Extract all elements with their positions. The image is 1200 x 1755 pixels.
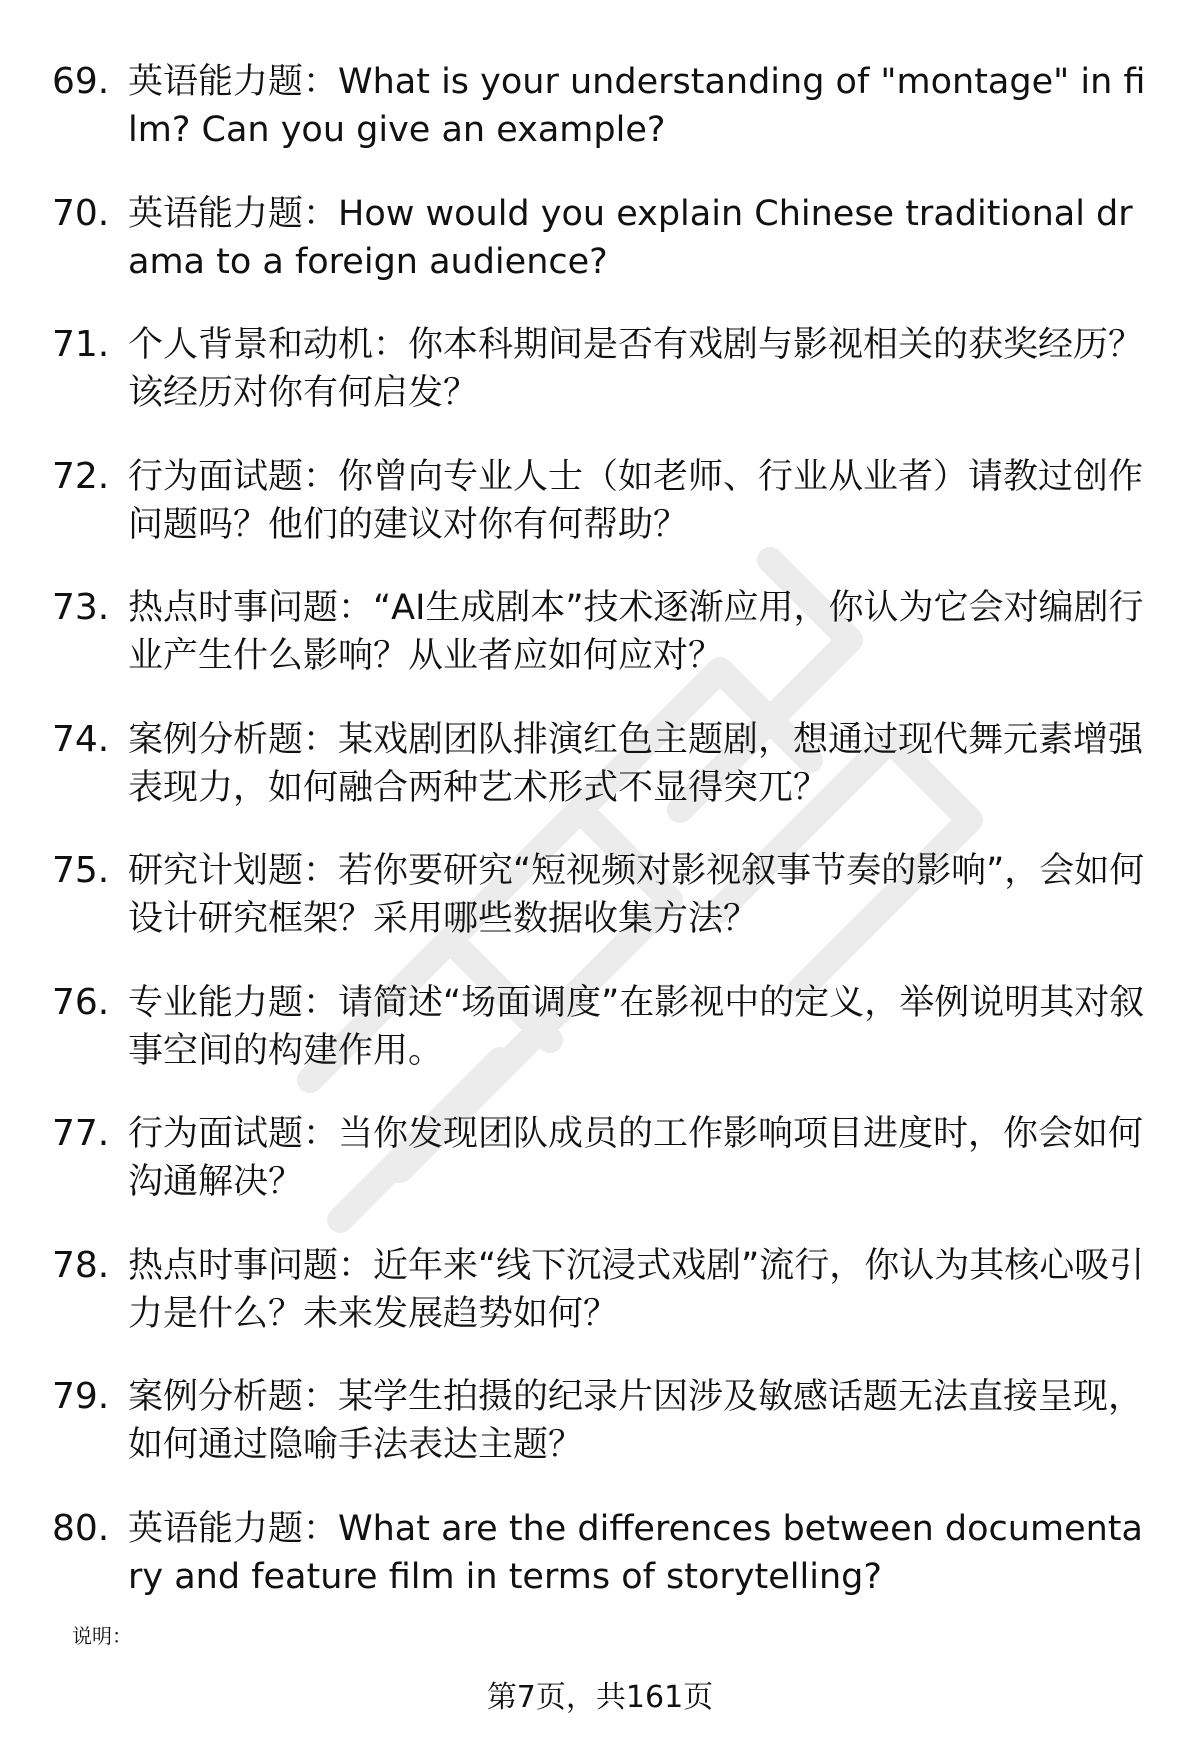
question-item [52, 1505, 1152, 1637]
question-number: 74. [52, 718, 110, 760]
question-text: 研究计划题：若你要研究“短视频对影视叙事节奏的影响”，会如何设计研究框架？采用哪些数据收集方法？ [128, 851, 1145, 939]
question-text: 热点时事问题：近年来“线下沉浸式戏剧”流行，你认为其核心吸引力是什么？未来发展趋势如何？ [128, 1245, 1145, 1334]
question-item [52, 716, 1152, 848]
question-item [52, 190, 1152, 322]
question-number: 79. [52, 1376, 110, 1417]
question-number: 77. [52, 1113, 110, 1154]
question-text: 英语能力题：What are the differences between documentary and feature film in terms of storytelling? [128, 1508, 1143, 1597]
question-number: 69. [52, 61, 110, 102]
question-number: 75. [52, 850, 110, 891]
question-number: 71. [52, 324, 110, 365]
question-text: 案例分析题：某学生拍摄的纪录片因涉及敏感话题无法直接呈现，如何通过隐喻手法表达主题？ [128, 1377, 1144, 1465]
question-item [52, 1373, 1152, 1505]
question-item [52, 321, 1152, 453]
question-text: 英语能力题：What is your understanding of "montage" in film? Can you give an example? [128, 62, 1146, 150]
question-item [52, 453, 1152, 585]
question-item [52, 1242, 1152, 1374]
question-number: 80. [52, 1507, 110, 1549]
question-item [52, 58, 1152, 190]
question-text: 热点时事问题：“AI生成剧本”技术逐渐应用，你认为它会对编剧行业产生什么影响？从业者应如何应对？ [128, 588, 1144, 676]
question-number: 73. [52, 587, 110, 628]
question-number: 78. [52, 1244, 110, 1286]
question-text: 案例分析题：某戏剧团队排演红色主题剧，想通过现代舞元素增强表现力，如何融合两种艺术形式不显得突兀？ [128, 719, 1144, 808]
question-text: 行为面试题：当你发现团队成员的工作影响项目进度时，你会如何沟通解决？ [128, 1114, 1144, 1202]
question-item [52, 847, 1152, 979]
question-text: 专业能力题：请简述“场面调度”在影视中的定义，举例说明其对叙事空间的构建作用。 [128, 982, 1145, 1071]
page-number: 第7页，共161页 [486, 1680, 714, 1715]
question-text: 行为面试题：你曾向专业人士（如老师、行业从业者）请教过创作问题吗？他们的建议对你有何帮助？ [128, 456, 1144, 545]
question-item [52, 584, 1152, 716]
note-label: 说明： [72, 1624, 132, 1648]
question-list [52, 58, 1152, 1636]
question-number: 72. [52, 455, 110, 497]
question-number: 70. [52, 192, 110, 234]
question-item [52, 979, 1152, 1111]
question-text: 英语能力题：How would you explain Chinese traditional drama to a foreign audience? [128, 193, 1133, 282]
question-number: 76. [52, 981, 110, 1023]
question-item [52, 1110, 1152, 1242]
question-text: 个人背景和动机：你本科期间是否有戏剧与影视相关的获奖经历？该经历对你有何启发？ [128, 325, 1144, 413]
